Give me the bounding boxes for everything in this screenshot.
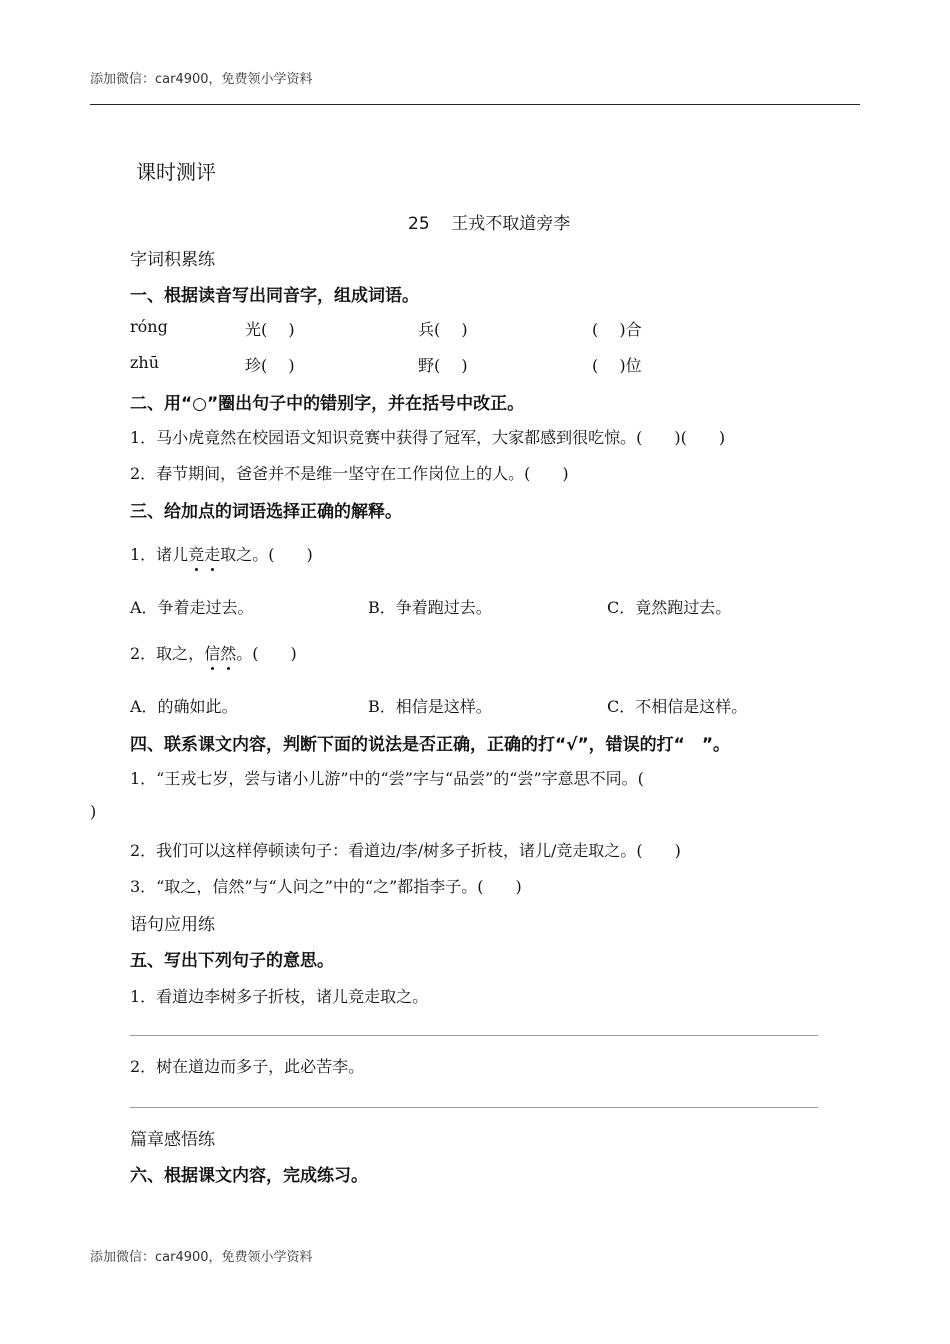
- q2-item-2: 2．春节期间，爸爸并不是维一坚守在工作岗位上的人。( ): [130, 464, 569, 483]
- q3-item-1-prefix: 1．诸儿: [130, 545, 189, 564]
- q3-item-1: [130, 542, 313, 565]
- q1-row2-pinyin: zhū: [130, 353, 160, 372]
- q3-item-2-option-c: C．不相信是这样。: [607, 697, 748, 716]
- q4-item-3: 3．“取之，信然”与“人问之”中的“之”都指李子。( ): [130, 877, 522, 896]
- q3-item-2-option-a: A．的确如此。: [130, 697, 238, 716]
- answer-line: [130, 1107, 818, 1108]
- q1-title: 一、根据读音写出同音字，组成词语。: [130, 286, 419, 306]
- page-header: 添加微信：car4900，免费领小学资料: [90, 72, 313, 87]
- answer-line: [130, 1035, 818, 1036]
- q3-item-2: [130, 641, 297, 664]
- q4-item-1-tail: ): [90, 802, 97, 821]
- page-title: 课时测评: [136, 160, 216, 184]
- q5-title: 五、写出下列句子的意思。: [130, 951, 334, 971]
- q1-row2-blank-b: 野( ): [418, 356, 468, 375]
- dotted-char: 信: [204, 641, 220, 664]
- q3-title: 三、给加点的词语选择正确的解释。: [130, 502, 402, 522]
- q1-row1-pinyin: róng: [130, 317, 168, 336]
- section-heading-passage: 篇章感悟练: [130, 1130, 215, 1150]
- page-footer: 添加微信：car4900，免费领小学资料: [90, 1250, 313, 1265]
- q6-title: 六、根据课文内容，完成练习。: [130, 1166, 368, 1186]
- q1-row2-blank-c: ( )位: [592, 356, 642, 375]
- q4-item-1: 1．“王戎七岁，尝与诸小儿游”中的“尝”字与“品尝”的“尝”字意思不同。(: [130, 769, 644, 788]
- q1-row1-blank-c: ( )合: [592, 320, 642, 339]
- dotted-char: 走: [204, 542, 220, 565]
- q1-row1-blank-a: 光( ): [245, 320, 295, 339]
- q5-item-1: 1．看道边李树多子折枝，诸儿竞走取之。: [130, 987, 429, 1006]
- q3-item-2-prefix: 2．取之，: [130, 644, 205, 663]
- q3-item-1-option-c: C．竟然跑过去。: [607, 598, 732, 617]
- lesson-name: 王戎不取道旁李: [451, 214, 571, 234]
- q3-item-2-suffix: 。( ): [236, 644, 297, 663]
- q2-title: 二、用“○”圈出句子中的错别字，并在括号中改正。: [130, 394, 525, 414]
- dotted-char: 然: [220, 641, 236, 664]
- section-heading-sentence: 语句应用练: [130, 915, 215, 935]
- q3-item-1-option-b: B．争着跑过去。: [368, 598, 492, 617]
- section-heading-vocab: 字词积累练: [130, 250, 215, 270]
- q4-item-2: 2．我们可以这样停顿读句子：看道边/李/树多子折枝，诸儿/竞走取之。( ): [130, 841, 681, 860]
- q5-item-2: 2．树在道边而多子，此必苦李。: [130, 1057, 365, 1076]
- q4-title: 四、联系课文内容，判断下面的说法是否正确，正确的打“√”，错误的打“ ”。: [130, 735, 731, 755]
- header-rule: [90, 104, 860, 105]
- dotted-char: 竞: [188, 542, 204, 565]
- q1-row1-blank-b: 兵( ): [418, 320, 468, 339]
- lesson-number: 25: [408, 214, 430, 234]
- lesson-title: [408, 209, 570, 234]
- q3-item-1-option-a: A．争着走过去。: [130, 598, 254, 617]
- q3-item-1-suffix: 取之。( ): [220, 545, 313, 564]
- q2-item-1: 1．马小虎竟然在校园语文知识竞赛中获得了冠军，大家都感到很吃惊。( )( ): [130, 428, 726, 447]
- q1-row2-blank-a: 珍( ): [245, 356, 295, 375]
- q3-item-2-option-b: B．相信是这样。: [368, 697, 492, 716]
